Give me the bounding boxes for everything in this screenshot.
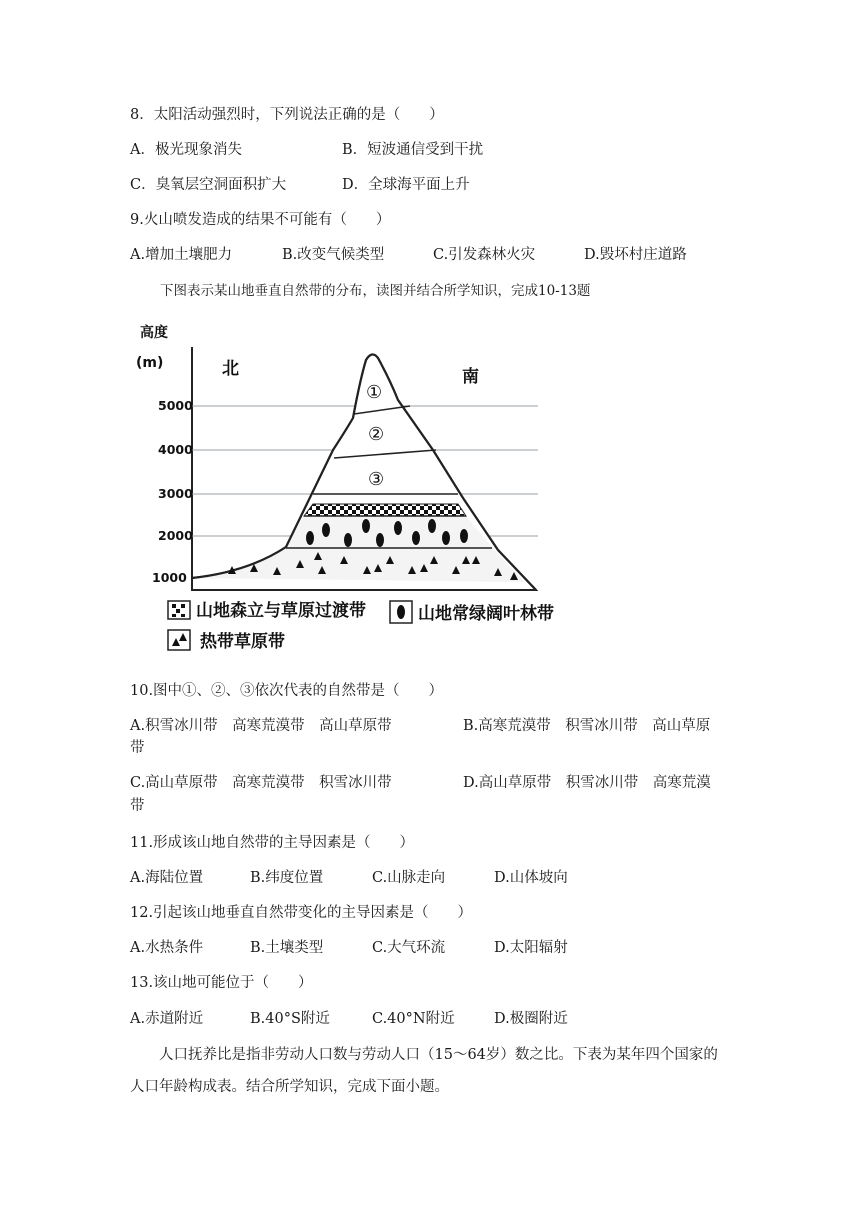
tick-5000: 5000: [158, 398, 193, 413]
q13-stem: 13.该山地可能位于（ ）: [130, 975, 313, 991]
zone-1-label: ①: [366, 382, 383, 403]
q8-option-b: B．短波通信受到干扰: [342, 142, 484, 158]
q12-option-d: D.太阳辐射: [494, 940, 568, 956]
q8-option-d: D．全球海平面上升: [342, 177, 470, 193]
q11-option-b: B.纬度位置: [250, 870, 324, 886]
q9-option-b: B.改变气候类型: [282, 247, 385, 263]
q10-option-b-line2: 带: [130, 740, 145, 756]
tick-4000: 4000: [158, 442, 193, 457]
q10-option-b-line1: B.高寒荒漠带 积雪冰川带 高山草原: [463, 718, 711, 734]
zone-2-label: ②: [368, 424, 385, 445]
population-intro-paragraph: 人口抚养比是指非劳动人口数与劳动人口（15～64岁）数之比。下表为某年四个国家的人口年龄构成表。结合所学知识，完成下面小题。: [130, 1047, 718, 1095]
q10-option-d-line2: 带: [130, 798, 145, 814]
north-label: 北: [222, 359, 239, 379]
q8-option-a: A．极光现象消失: [130, 142, 242, 158]
q11-option-a: A.海陆位置: [130, 870, 204, 886]
q10-option-c: C.高山草原带 高寒荒漠带 积雪冰川带: [130, 775, 392, 791]
q9-option-d: D.毁坏村庄道路: [584, 247, 687, 263]
transition-band: [304, 504, 466, 516]
tick-3000: 3000: [158, 486, 193, 501]
tick-2000: 2000: [158, 528, 193, 543]
q11-option-c: C.山脉走向: [372, 870, 446, 886]
legend-transition-label: 山地森立与草原过渡带: [196, 601, 366, 621]
q12-option-a: A.水热条件: [130, 940, 204, 956]
q9-stem: 9.火山喷发造成的结果不可能有（ ）: [130, 212, 391, 228]
q13-option-d: D.极圈附近: [494, 1011, 568, 1027]
legend-savanna-label: 热带草原带: [200, 632, 285, 652]
q10-option-d-line1: D.高山草原带 积雪冰川带 高寒荒漠: [463, 775, 711, 791]
savanna-band: [192, 547, 524, 582]
legend-savanna-swatch: [168, 630, 190, 650]
tick-1000: 1000: [152, 570, 187, 585]
q11-option-d: D.山体坡向: [494, 870, 568, 886]
mountain-vertical-zonation-figure: [128, 310, 568, 660]
legend-broadleaf-label: 山地常绿阔叶林带: [418, 604, 554, 624]
zone-3-label: ③: [368, 469, 385, 490]
q11-stem: 11.形成该山地自然带的主导因素是（ ）: [130, 835, 415, 851]
q8-stem: 8．太阳活动强烈时，下列说法正确的是（ ）: [130, 107, 444, 123]
y-axis-unit: (m): [136, 355, 164, 371]
intro-10-13: 下图表示某山地垂直自然带的分布，读图并结合所学知识，完成10-13题: [160, 283, 591, 299]
q10-stem: 10.图中①、②、③依次代表的自然带是（ ）: [130, 683, 444, 699]
q8-option-c: C．臭氧层空洞面积扩大: [130, 177, 287, 193]
q12-option-c: C.大气环流: [372, 940, 446, 956]
q12-option-b: B.土壤类型: [250, 940, 324, 956]
y-axis-title: 高度: [140, 325, 168, 341]
q10-option-a: A.积雪冰川带 高寒荒漠带 高山草原带: [130, 718, 392, 734]
legend: [168, 600, 554, 652]
q12-stem: 12.引起该山地垂直自然带变化的主导因素是（ ）: [130, 905, 473, 921]
q9-option-a: A.增加土壤肥力: [130, 247, 233, 263]
q9-option-c: C.引发森林火灾: [433, 247, 536, 263]
south-label: 南: [462, 367, 479, 387]
q13-option-a: A.赤道附近: [130, 1011, 204, 1027]
q13-option-b: B.40°S附近: [250, 1011, 330, 1027]
q13-option-c: C.40°N附近: [372, 1011, 455, 1027]
